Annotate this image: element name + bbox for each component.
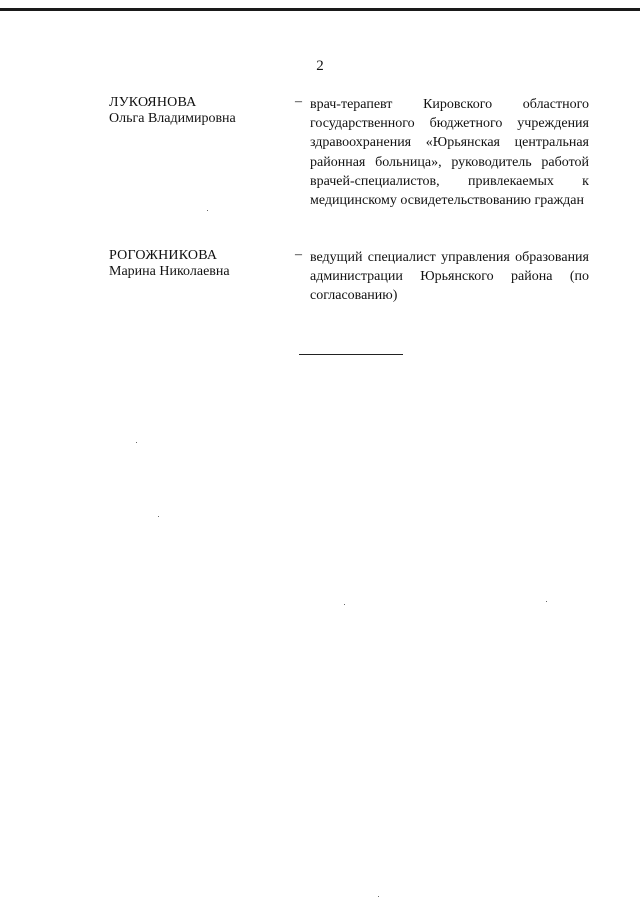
- member-given-names: Марина Николаевна: [109, 264, 230, 279]
- scan-speck: [158, 516, 159, 517]
- member-position: ведущий специалист управления образования администрации Юрьянского района (по согласованию): [310, 250, 589, 304]
- scan-speck: [207, 210, 208, 211]
- member-name: [109, 95, 279, 127]
- separator-dash: –: [295, 94, 302, 109]
- member-given-names: Ольга Владимировна: [109, 111, 236, 126]
- scan-edge-line: [0, 8, 640, 11]
- member-position: врач-терапевт Кировского областного государственного бюджетного учреждения здравоохранения «Юрьянская центральная районная больница», руководитель работой врачей-специалистов, привлекаемых к медицинскому освидетельствованию граждан: [310, 97, 589, 209]
- separator-dash: –: [295, 247, 302, 262]
- page-number: 2: [316, 58, 324, 74]
- member-name: [109, 248, 279, 280]
- member-surname: РОГОЖНИКОВА: [109, 248, 218, 263]
- scan-speck: [344, 604, 345, 605]
- scan-speck: [136, 442, 137, 443]
- member-surname: ЛУКОЯНОВА: [109, 95, 197, 110]
- scan-speck: [546, 601, 547, 602]
- scan-speck: [378, 896, 379, 897]
- closing-rule: [299, 354, 403, 355]
